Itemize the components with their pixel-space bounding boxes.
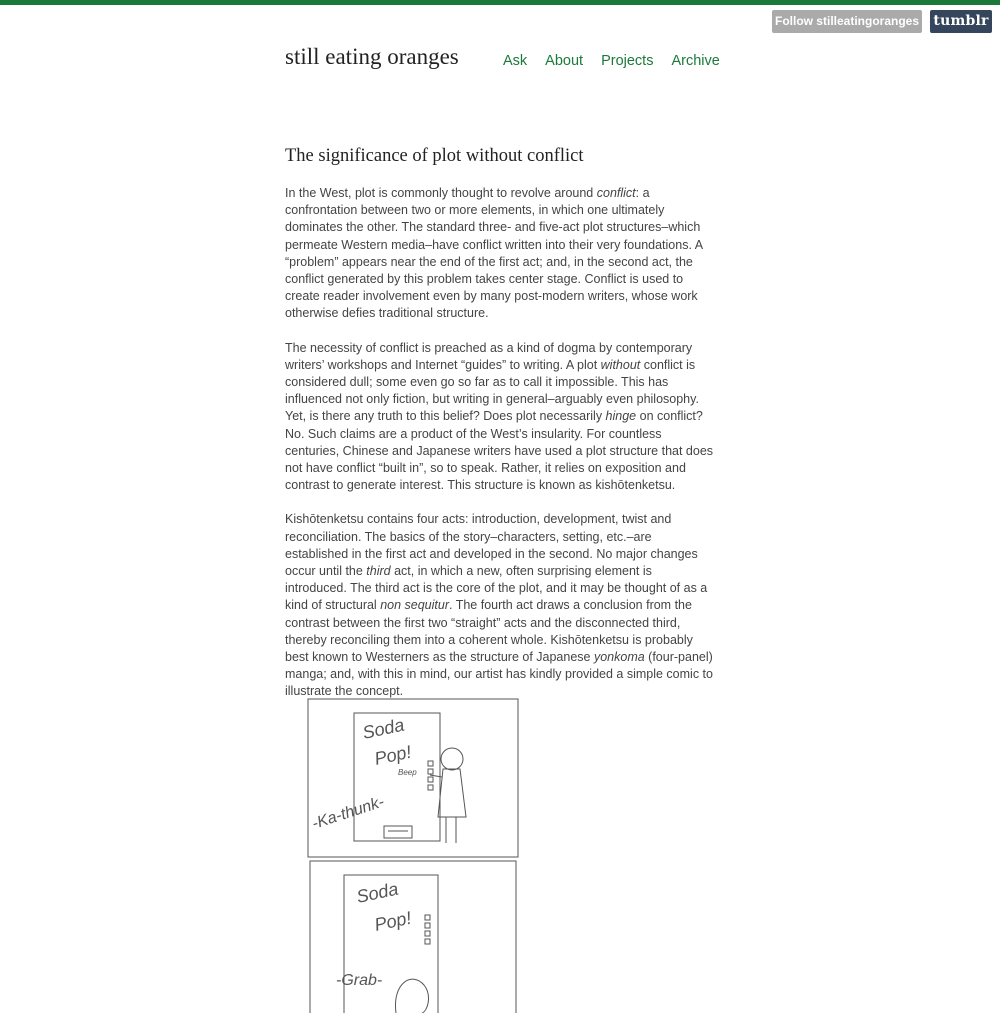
post-paragraph-1: In the West, plot is commonly thought to revolve around conflict: a confrontation between two or more elements, in which one ultimately dominates the other. The standard three- and five-act plot structures–which permeate Western media–have conflict written into their very foundations. A “problem” appears near the end of the first act; and, in the second act, the conflict generated by this problem takes center stage. Conflict is used to create reader involvement even by many post-modern writers, whose work otherwise defies traditional structure.: [285, 186, 703, 321]
comic-beep: Beep: [398, 768, 417, 777]
emphasis-conflict: conflict: [596, 186, 636, 200]
nav-about[interactable]: About: [545, 53, 584, 69]
emphasis-third: third: [366, 564, 391, 579]
comic-sign-2-line2: Pop!: [372, 907, 414, 935]
emphasis-yonkoma: yonkoma: [593, 650, 645, 665]
emphasis-without: without: [600, 357, 641, 372]
nav-projects[interactable]: Projects: [601, 53, 654, 69]
nav-archive[interactable]: Archive: [671, 53, 720, 69]
site-nav: [503, 53, 720, 69]
follow-button[interactable]: Follow stilleatingoranges: [772, 10, 922, 33]
tumblr-logo-button[interactable]: tumblr: [930, 10, 992, 33]
comic-panel-2: [310, 861, 516, 1013]
comic-sfx-kathunk: -Ka-thunk-: [309, 793, 387, 833]
comic-sign-2-line1: Soda: [354, 878, 400, 907]
character-1: [430, 748, 466, 843]
comic-sign-1-line1: Soda: [360, 714, 406, 743]
comic-panel-1: [308, 699, 518, 857]
comic-image: [292, 693, 524, 1013]
comic-sign-1-line2: Pop!: [372, 741, 414, 769]
top-accent-bar: [0, 0, 1000, 5]
comic-sfx-grab: -Grab-: [336, 972, 383, 989]
character-2: [395, 979, 428, 1013]
nav-ask[interactable]: Ask: [503, 53, 528, 69]
post-paragraph-3: Kishōtenketsu contains four acts: introduction, development, twist and reconciliation. The basics of the story–characters, setting, etc.–are established in the first act and developed in the second. No major changes occur until the third act, in which a new, often surprising element is introduced. The third act is the core of the plot, and it may be thought of as a kind of structural non sequitur. The fourth act draws a conclusion from the contrast between the first two “straight” acts and the disconnected third, thereby reconciling them into a coherent whole. Kishōtenketsu is probably best known to Westerners as the structure of Japanese yonkoma (four-panel) manga; and, with this in mind, our artist has kindly provided a simple comic to illustrate the concept.: [285, 512, 713, 699]
post: [285, 146, 715, 718]
site-title[interactable]: still eating oranges: [285, 44, 459, 69]
post-title[interactable]: The significance of plot without conflict: [285, 146, 584, 166]
buttons-2: [425, 915, 430, 944]
post-paragraph-2: The necessity of conflict is preached as a kind of dogma by contemporary writers’ workshops and Internet “guides” to writing. A plot without conflict is considered dull; some even go so far as to call it impossible. This has influenced not only fiction, but writing in general–arguably even philosophy. Yet, is there any truth to this belief? Does plot necessarily hinge on conflict? No. Such claims are a product of the West’s insularity. For countless centuries, Chinese and Japanese writers have used a plot structure that does not have conflict “built in”, so to speak. Rather, it relies on exposition and contrast to generate interest. This structure is known as kishōtenketsu.: [285, 340, 714, 493]
emphasis-non-sequitur: non sequitur: [380, 598, 449, 613]
emphasis-hinge: hinge: [605, 409, 637, 424]
